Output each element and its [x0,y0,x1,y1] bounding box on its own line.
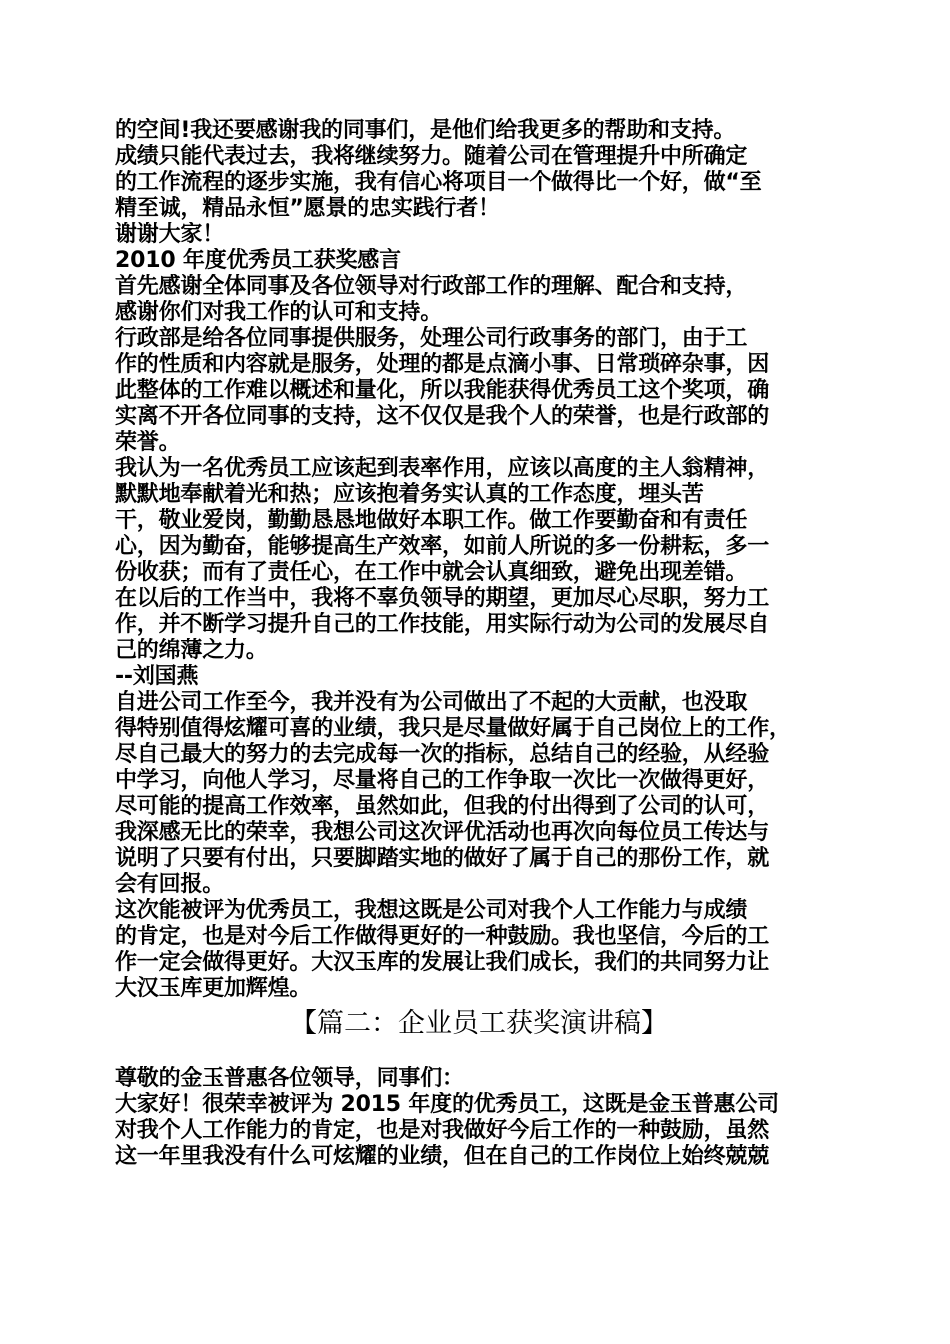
text-line: 作一定会做得更好。大汉玉库的发展让我们成长，我们的共同努力让 [115,950,770,975]
text-line: 大汉玉库更加辉煌。 [115,976,312,1001]
section-title: 【篇二：企业员工获奖演讲稿】 [290,1008,668,1039]
text-line: 此整体的工作难以概述和量化，所以我能获得优秀员工这个奖项，确 [115,378,770,403]
text-line: 首先感谢全体同事及各位领导对行政部工作的理解、配合和支持， [115,274,748,299]
text-line: 的空间!我还要感谢我的同事们，是他们给我更多的帮助和支持。 [115,118,736,143]
text-line: 作的性质和内容就是服务，处理的都是点滴小事、日常琐碎杂事，因 [115,352,770,377]
text-line: 我认为一名优秀员工应该起到表率作用，应该以高度的主人翁精神， [115,456,770,481]
text-line: 尊敬的金玉普惠各位领导，同事们： [115,1066,464,1091]
text-line: 说明了只要有付出，只要脚踏实地的做好了属于自己的那份工作，就 [115,846,770,871]
text-line: 中学习，向他人学习，尽量将自己的工作争取一次比一次做得更好， [115,768,770,793]
text-line: 的工作流程的逐步实施，我有信心将项目一个做得比一个好，做“至 [115,170,762,195]
text-line: 尽自己最大的努力的去完成每一次的指标，总结自己的经验，从经验 [115,742,770,767]
text-line: 我深感无比的荣幸，我想公司这次评优活动也再次向每位员工传达与 [115,820,770,845]
text-line: 2010 年度优秀员工获奖感言 [115,248,401,273]
text-line: 对我个人工作能力的肯定，也是对我做好今后工作的一种鼓励，虽然 [115,1118,770,1143]
text-line: 这一年里我没有什么可炫耀的业绩，但在自己的工作岗位上始终兢兢 [115,1144,770,1169]
text-line: 心，因为勤奋，能够提高生产效率，如前人所说的多一份耕耘，多一 [115,534,770,559]
text-line: 己的绵薄之力。 [115,638,268,663]
text-line: 得特别值得炫耀可喜的业绩，我只是尽量做好属于自己岗位上的工作， [115,716,791,741]
text-line: 干，敬业爱岗，勤勤恳恳地做好本职工作。做工作要勤奋和有责任 [115,508,748,533]
document-page [115,118,843,1170]
text-line: 精至诚，精品永恒”愿景的忠实践行者！ [115,196,500,221]
text-line: 荣誉。 [115,430,181,455]
text-line: 默默地奉献着光和热；应该抱着务实认真的工作态度，埋头苦 [115,482,704,507]
text-line: 的肯定，也是对今后工作做得更好的一种鼓励。我也坚信，今后的工 [115,924,770,949]
text-line: 这次能被评为优秀员工，我想这既是公司对我个人工作能力与成绩 [115,898,748,923]
text-line: 大家好！很荣幸被评为 2015 年度的优秀员工，这既是金玉普惠公司 [115,1092,779,1117]
text-line: 作，并不断学习提升自己的工作技能，用实际行动为公司的发展尽自 [115,612,770,637]
text-line: --刘国燕 [115,664,199,689]
text-line: 在以后的工作当中，我将不辜负领导的期望，更加尽心尽职，努力工 [115,586,770,611]
text-line: 份收获；而有了责任心，在工作中就会认真细致，避免出现差错。 [115,560,748,585]
text-line: 自进公司工作至今，我并没有为公司做出了不起的大贡献，也没取 [115,690,748,715]
text-line: 感谢你们对我工作的认可和支持。 [115,300,443,325]
text-line: 尽可能的提高工作效率，虽然如此，但我的付出得到了公司的认可， [115,794,770,819]
body-text-part-1 [115,118,843,1002]
text-line: 谢谢大家！ [115,222,225,247]
text-line: 会有回报。 [115,872,225,897]
body-text-part-2 [115,1066,843,1170]
text-line: 成绩只能代表过去，我将继续努力。随着公司在管理提升中所确定 [115,144,748,169]
text-line: 行政部是给各位同事提供服务，处理公司行政事务的部门，由于工 [115,326,748,351]
text-line: 实离不开各位同事的支持，这不仅仅是我个人的荣誉，也是行政部的 [115,404,770,429]
